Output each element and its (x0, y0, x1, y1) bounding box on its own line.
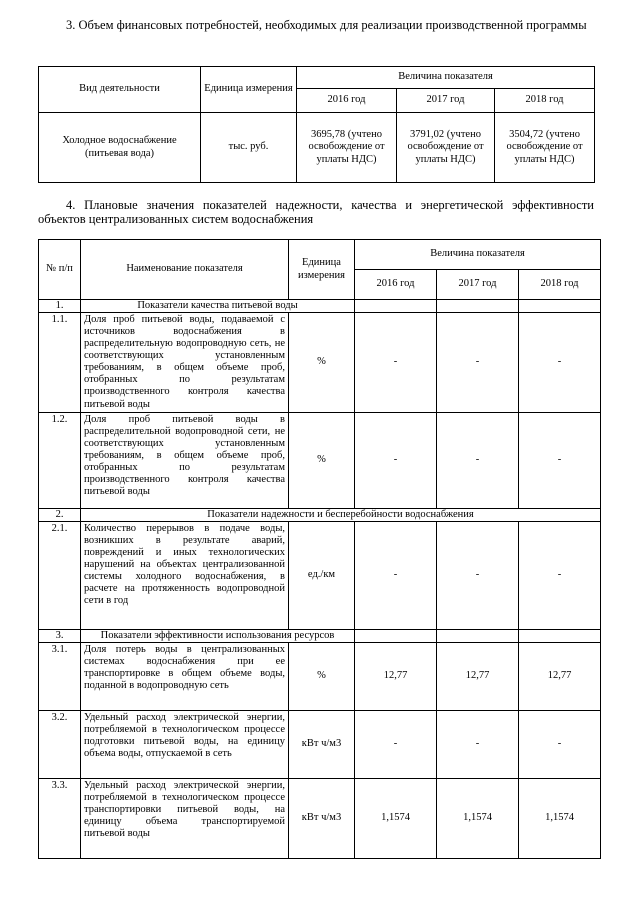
row-unit: % (289, 412, 355, 508)
section-title: Показатели качества питьевой воды (81, 300, 355, 313)
row-name: Доля потерь воды в централизованных системах водоснабжения при ее транспортировке в общем объеме воды, поданной в водопроводную сеть (81, 642, 289, 710)
col-header-value: Величина показателя (297, 67, 595, 89)
row-value: 1,1574 (437, 778, 519, 858)
col-header-year: 2016 год (297, 89, 397, 113)
col-header-year: 2017 год (437, 270, 519, 300)
row-value: - (519, 710, 601, 778)
row-num: 3.1. (39, 642, 81, 710)
row-value: 12,77 (437, 642, 519, 710)
row-value: 1,1574 (355, 778, 437, 858)
col-header-num: № п/п (39, 240, 81, 300)
col-header-value: Величина показателя (355, 240, 601, 270)
financial-needs-table (38, 66, 595, 183)
col-header-name: Наименование показателя (81, 240, 289, 300)
indicators-table (38, 239, 601, 859)
section-3-heading-text: 3. Объем финансовых потребностей, необходимых для реализации производственной программы (66, 18, 587, 32)
col-header-year: 2018 год (495, 89, 595, 113)
row-value: - (519, 412, 601, 508)
col-header-unit: Единица измерения (201, 67, 297, 113)
row-name: Удельный расход электрической энергии, потребляемой в технологическом процессе подготовки питьевой воды, на единицу объема воды, отпускаемой в сеть (81, 710, 289, 778)
row-value: 12,77 (355, 642, 437, 710)
row-value: - (355, 710, 437, 778)
row-value: - (437, 710, 519, 778)
table-row (39, 313, 601, 413)
row-value: - (519, 521, 601, 629)
row-num: 1.1. (39, 313, 81, 413)
cell-value: 3504,72 (учтено освобождение от уплаты НДС) (495, 113, 595, 183)
table-row (39, 521, 601, 629)
cell-value: 3791,02 (учтено освобождение от уплаты НДС) (397, 113, 495, 183)
row-value: - (519, 313, 601, 413)
section-4-heading (38, 198, 594, 226)
row-name: Доля проб питьевой воды, подаваемой с источников водоснабжения в распределительную водопроводную сеть, не соответствующих установленным требованиям, в общем объеме проб, отобранных по результатам производственного контроля качества питьевой воды (81, 313, 289, 413)
section-num: 2. (39, 508, 81, 521)
cell-unit: тыс. руб. (201, 113, 297, 183)
row-unit: % (289, 642, 355, 710)
row-unit: кВт ч/м3 (289, 778, 355, 858)
row-value: 1,1574 (519, 778, 601, 858)
cell-value: 3695,78 (учтено освобождение от уплаты НДС) (297, 113, 397, 183)
col-header-year: 2016 год (355, 270, 437, 300)
section-4-heading-text: 4. Плановые значения показателей надежности, качества и энергетической эффективности объектов централизованных систем водоснабжения (38, 198, 594, 226)
row-num: 3.3. (39, 778, 81, 858)
row-value: - (355, 313, 437, 413)
row-value: - (355, 521, 437, 629)
row-unit: ед./км (289, 521, 355, 629)
col-header-activity: Вид деятельности (39, 67, 201, 113)
table-row (39, 412, 601, 508)
row-name: Удельный расход электрической энергии, потребляемой в технологическом процессе транспортировки питьевой воды, на единицу объема транспортируемой питьевой воды (81, 778, 289, 858)
row-value: - (437, 313, 519, 413)
row-unit: % (289, 313, 355, 413)
row-value: - (437, 521, 519, 629)
row-value: - (355, 412, 437, 508)
table-row (39, 642, 601, 710)
row-name: Количество перерывов в подаче воды, возникших в результате аварий, повреждений и иных технологических нарушений на объектах централизованной системы холодного водоснабжения, в расчете на протяженность водопроводной сети в год (81, 521, 289, 629)
section-title: Показатели эффективности использования ресурсов (81, 629, 355, 642)
section-row (39, 629, 601, 642)
row-value: 12,77 (519, 642, 601, 710)
section-row (39, 508, 601, 521)
section-num: 3. (39, 629, 81, 642)
col-header-unit: Единица измерения (289, 240, 355, 300)
table-row (39, 113, 595, 183)
section-3-heading (38, 18, 594, 32)
row-num: 2.1. (39, 521, 81, 629)
row-unit: кВт ч/м3 (289, 710, 355, 778)
row-value: - (437, 412, 519, 508)
row-num: 3.2. (39, 710, 81, 778)
table-row (39, 710, 601, 778)
col-header-year: 2018 год (519, 270, 601, 300)
section-row (39, 300, 601, 313)
row-num: 1.2. (39, 412, 81, 508)
row-name: Доля проб питьевой воды в распределительной водопроводной сети, не соответствующих установленным требованиям, в общем объеме проб, отобранных по результатам производственного контроля качества питьевой воды (81, 412, 289, 508)
table-row (39, 778, 601, 858)
section-title: Показатели надежности и бесперебойности водоснабжения (81, 508, 601, 521)
col-header-year: 2017 год (397, 89, 495, 113)
section-num: 1. (39, 300, 81, 313)
cell-activity: Холодное водоснабжение (питьевая вода) (39, 113, 201, 183)
